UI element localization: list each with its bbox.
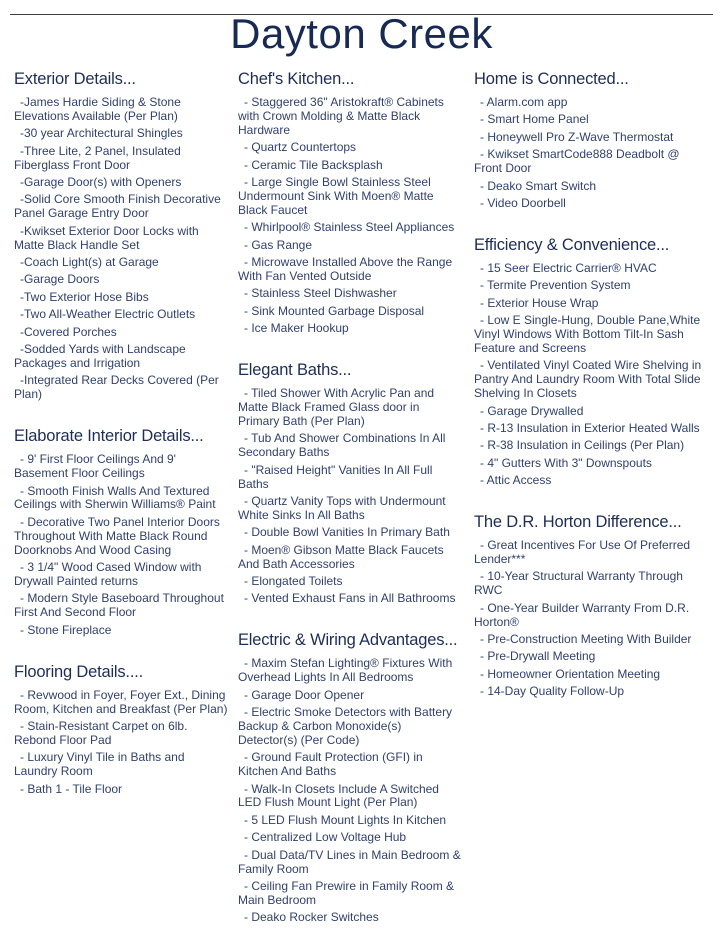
feature-item: -Covered Porches [20,324,117,339]
feature-item: - Smart Home Panel [480,112,589,127]
feature-item: - Centralized Low Voltage Hub [244,830,407,845]
feature-item: - Termite Prevention System [480,278,631,293]
feature-item: - Gas Range [244,237,313,252]
feature-item: - Microwave Installed Above the Range With Fan Vented Outside [238,255,453,283]
feature-item: -30 year Architectural Shingles [20,126,183,141]
feature-list [238,657,464,925]
feature-item: - Pre-Drywall Meeting [480,649,596,664]
feature-item: - Bath 1 - Tile Floor [20,781,123,796]
feature-item: - Modern Style Baseboard Throughout First And Second Floor [14,591,224,620]
feature-list [238,96,464,336]
feature-item: - 5 LED Flush Mount Lights In Kitchen [244,812,447,827]
feature-columns [0,70,723,950]
feature-item: - Deako Smart Switch [480,178,597,193]
feature-section [474,513,709,699]
feature-item: - Quartz Vanity Tops with Undermount White Sinks In All Baths [238,493,446,522]
feature-item: - Tub And Shower Combinations In All Secondary Baths [238,431,446,460]
feature-section [474,236,709,488]
feature-item: - Video Doorbell [480,195,566,210]
feature-item: - Kwikset SmartCode888 Deadbolt @ Front Door [474,147,680,176]
feature-item: -Solid Core Smooth Finish Decorative Panel Garage Entry Door [14,192,221,221]
feature-item: - Stainless Steel Dishwasher [244,286,397,301]
feature-item: -Garage Door(s) with Openers [20,175,182,190]
feature-item: - Decorative Two Panel Interior Doors Throughout With Matte Black Round Doorknobs And Wood Casing [14,514,220,557]
feature-item: - 3 1/4" Wood Cased Window with Drywall Painted returns [14,560,202,588]
feature-item: - Homeowner Orientation Meeting [480,666,661,681]
feature-item: - Electric Smoke Detectors with Battery Backup & Carbon Monoxide(s) Detector(s) (Per Code) [238,705,453,747]
feature-section [14,70,230,402]
feature-item: - 4" Gutters With 3" Downspouts [480,455,652,470]
feature-item: - Sink Mounted Garbage Disposal [244,303,425,318]
section-heading: Flooring Details.... [14,662,143,681]
feature-item: - Stain-Resistant Carpet on 6lb. Rebond Floor Pad [14,718,188,747]
feature-item: -Integrated Rear Decks Covered (Per Plan) [14,373,219,402]
feature-list [474,96,709,211]
section-heading: Electric & Wiring Advantages... [238,631,458,650]
feature-item: - Smooth Finish Walls And Textured Ceilings with Sherwin Williams® Paint [14,483,216,512]
feature-item: -Two All-Weather Electric Outlets [20,307,196,322]
feature-item: - Walk-In Closets Include A Switched LED Flush Mount Light (Per Plan) [238,781,439,810]
feature-section [238,631,464,925]
feature-list [238,387,464,606]
feature-item: - 14-Day Quality Follow-Up [480,684,625,699]
feature-section [238,361,464,606]
feature-item: - Double Bowl Vanities In Primary Bath [244,525,450,540]
feature-item: - Moen® Gibson Matte Black Faucets And Bath Accessories [238,542,444,571]
feature-item: - 15 Seer Electric Carrier® HVAC [480,260,657,275]
feature-section [14,663,230,797]
feature-list [474,262,709,488]
section-heading: Exterior Details... [14,70,136,88]
feature-item: - Honeywell Pro Z-Wave Thermostat [480,129,674,144]
section-heading: Home is Connected... [474,70,629,88]
feature-item: - R-38 Insulation in Ceilings (Per Plan) [480,438,685,453]
feature-item: - Alarm.com app [480,95,568,109]
section-heading: Efficiency & Convenience... [474,235,670,254]
feature-item: - Large Single Bowl Stainless Steel Undermount Sink With Moen® Matte Black Faucet [238,175,434,217]
feature-item: -Coach Light(s) at Garage [20,255,159,270]
feature-section [238,70,464,336]
feature-item: -Garage Doors [20,272,100,287]
feature-section [14,427,230,637]
section-heading: The D.R. Horton Difference... [474,513,682,532]
feature-item: - Low E Single-Hung, Double Pane,White Vinyl Windows With Bottom Tilt-In Sash Feature and Screens [474,313,701,355]
feature-item: - Ceramic Tile Backsplash [244,157,383,172]
feature-list [14,96,230,402]
feature-item: -Three Lite, 2 Panel, Insulated Fiberglass Front Door [14,143,181,172]
column-middle [238,70,474,950]
column-right [474,70,715,724]
feature-item: -Sodded Yards with Landscape Packages and Irrigation [14,342,186,370]
feature-item: - Luxury Vinyl Tile in Baths and Laundry Room [14,750,185,779]
section-heading: Chef's Kitchen... [238,70,355,88]
feature-item: - Garage Door Opener [244,687,365,702]
feature-item: - Ventilated Vinyl Coated Wire Shelving in Pantry And Laundry Room With Total Slide Shelving In Closets [474,358,702,401]
feature-item: - Stone Fireplace [20,622,112,637]
top-divider-line [10,14,713,15]
feature-item: - Vented Exhaust Fans in All Bathrooms [244,591,456,606]
feature-item: - Maxim Stefan Lighting® Fixtures With Overhead Lights In All Bedrooms [238,656,453,685]
feature-item: - Staggered 36" Aristokraft® Cabinets with Crown Molding & Matte Black Hardware [238,95,444,137]
feature-item: - 9' First Floor Ceilings And 9' Basement Floor Ceilings [14,452,176,481]
feature-item: - Quartz Countertops [244,140,357,155]
feature-item: -Kwikset Exterior Door Locks with Matte Black Handle Set [14,223,199,252]
feature-list [14,689,230,797]
feature-list [474,539,709,699]
feature-item: - Whirlpool® Stainless Steel Appliances [244,220,455,235]
feature-item: - Ceiling Fan Prewire in Family Room & Main Bedroom [238,878,455,907]
feature-item: - Garage Drywalled [480,403,584,418]
feature-item: - Tiled Shower With Acrylic Pan and Matte Black Framed Glass door in Primary Bath (Per Plan) [238,386,435,428]
feature-item: - Dual Data/TV Lines in Main Bedroom & Family Room [238,847,461,876]
feature-list [14,453,230,637]
feature-item: - One-Year Builder Warranty From D.R. Horton® [474,600,690,629]
feature-item: -Two Exterior Hose Bibs [20,289,149,304]
feature-item: - Ice Maker Hookup [244,321,349,336]
feature-section [474,70,709,211]
feature-item: - Elongated Toilets [244,573,343,588]
feature-item: - Deako Rocker Switches [244,910,379,925]
feature-item: - R-13 Insulation in Exterior Heated Walls [480,420,700,435]
feature-item: - 10-Year Structural Warranty Through RWC [474,569,683,598]
column-left [14,70,238,821]
page-title: Dayton Creek [230,10,493,57]
section-heading: Elaborate Interior Details... [14,427,204,446]
feature-item: - Great Incentives For Use Of Preferred Lender*** [474,538,691,566]
feature-item: - Attic Access [480,473,552,488]
feature-item: - Exterior House Wrap [480,295,599,310]
section-heading: Elegant Baths... [238,361,352,380]
feature-item: - "Raised Height" Vanities In All Full Baths [238,462,433,491]
feature-item: - Pre-Construction Meeting With Builder [480,631,692,646]
feature-item: - Ground Fault Protection (GFI) in Kitchen And Baths [238,750,423,779]
feature-item: -James Hardie Siding & Stone Elevations Available (Per Plan) [14,95,181,123]
feature-item: - Revwood in Foyer, Foyer Ext., Dining Room, Kitchen and Breakfast (Per Plan) [14,687,228,716]
